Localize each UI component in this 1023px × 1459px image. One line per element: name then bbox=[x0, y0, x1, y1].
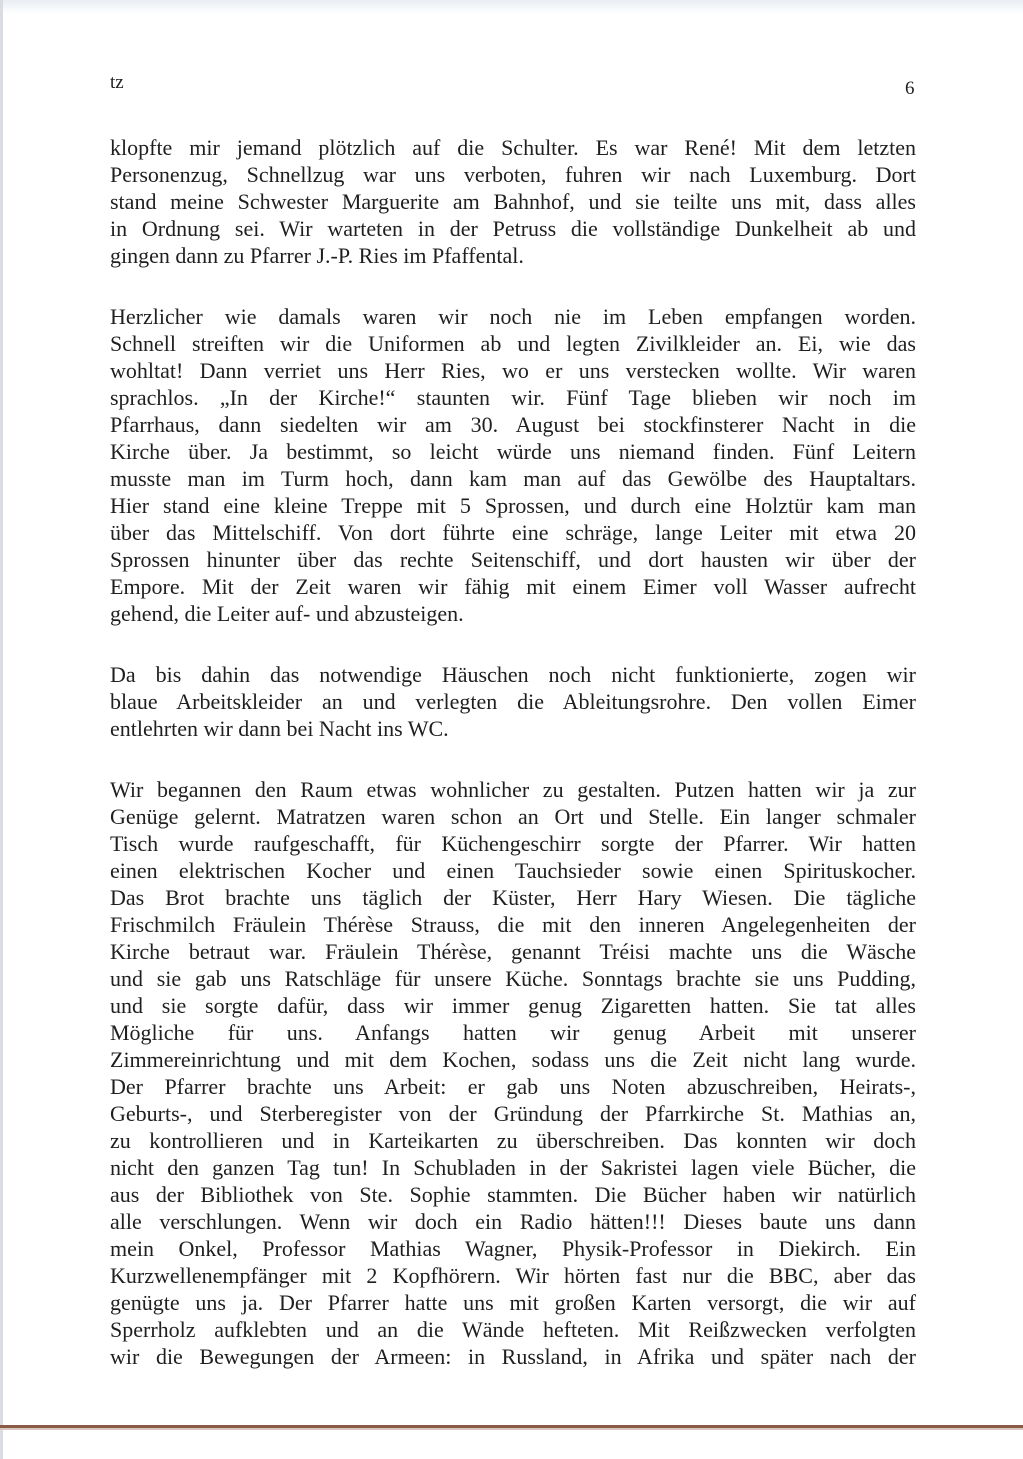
text-line-with-quote: sprachlos. „In der Kirche!“ staunten wir. Fünf Tage blieben wir noch im bbox=[110, 385, 916, 410]
text-line: Der Pfarrer brachte uns Arbeit: er gab uns Noten abzuschreiben, Heirats-, bbox=[110, 1074, 916, 1099]
text-line: über das Mittelschiff. Von dort führte eine schräge, lange Leiter mit etwa 20 bbox=[110, 520, 916, 545]
text-line: Das Brot brachte uns täglich der Küster, Herr Hary Wiesen. Die tägliche bbox=[110, 885, 916, 910]
text-line: Frischmilch Fräulein Thérèse Strauss, die mit den inneren Angelegenheiten der bbox=[110, 912, 916, 937]
text-line: zu kontrollieren und in Karteikarten zu überschreiben. Das konnten wir doch bbox=[110, 1128, 916, 1153]
header-initials: tz bbox=[110, 72, 124, 93]
text-line: gingen dann zu Pfarrer J.-P. Ries im Pfaffental. bbox=[110, 243, 524, 268]
text-line: entlehrten wir dann bei Nacht ins WC. bbox=[110, 716, 449, 741]
text-line: klopfte mir jemand plötzlich auf die Schulter. Es war René! Mit dem letzten bbox=[110, 135, 916, 160]
text-line: Zimmereinrichtung und mit dem Kochen, sodass uns die Zeit nicht lang wurde. bbox=[110, 1047, 916, 1072]
text-line: Kirche über. Ja bestimmt, so leicht würde uns niemand finden. Fünf Leitern bbox=[110, 439, 916, 464]
text-line: Hier stand eine kleine Treppe mit 5 Sprossen, und durch eine Holztür kam man bbox=[110, 493, 916, 518]
text-line: einen elektrischen Kocher und einen Tauchsieder sowie einen Spirituskocher. bbox=[110, 858, 916, 883]
text-line: und sie sorgte dafür, dass wir immer genug Zigaretten hatten. Sie tat alles bbox=[110, 993, 916, 1018]
text-line: Genüge gelernt. Matratzen waren schon an Ort und Stelle. Ein langer schmaler bbox=[110, 804, 916, 829]
text-line: Kirche betraut war. Fräulein Thérèse, genannt Tréisi machte uns die Wäsche bbox=[110, 939, 916, 964]
text-line: in Ordnung sei. Wir warteten in der Petruss die vollständige Dunkelheit ab und bbox=[110, 216, 916, 241]
text-line: Tisch wurde raufgeschafft, für Küchengeschirr sorgte der Pfarrer. Wir hatten bbox=[110, 831, 916, 856]
scan-left-edge bbox=[0, 0, 3, 1459]
text-line: wohltat! Dann verriet uns Herr Ries, wo er uns verstecken wollte. Wir waren bbox=[110, 358, 916, 383]
text-line: Geburts-, und Sterberegister von der Gründung der Pfarrkirche St. Mathias an, bbox=[110, 1101, 916, 1126]
text-line: mein Onkel, Professor Mathias Wagner, Physik-Professor in Diekirch. Ein bbox=[110, 1236, 916, 1261]
paragraph-1 bbox=[110, 134, 916, 269]
text-line: Schnell streiften wir die Uniformen ab und legten Zivilkleider an. Ei, wie das bbox=[110, 331, 916, 356]
text-line: nicht den ganzen Tag tun! In Schubladen in der Sakristei lagen viele Bücher, die bbox=[110, 1155, 916, 1180]
text-line: Empore. Mit der Zeit waren wir fähig mit einem Eimer voll Wasser aufrecht bbox=[110, 574, 916, 599]
text-line: stand meine Schwester Marguerite am Bahnhof, und sie teilte uns mit, dass alles bbox=[110, 189, 916, 214]
text-line: blaue Arbeitskleider an und verlegten die Ableitungsrohre. Den vollen Eimer bbox=[110, 689, 916, 714]
text-line: Mögliche für uns. Anfangs hatten wir genug Arbeit mit unserer bbox=[110, 1020, 916, 1045]
text-line: Da bis dahin das notwendige Häuschen noch nicht funktionierte, zogen wir bbox=[110, 662, 916, 687]
text-line: alle verschlungen. Wenn wir doch ein Radio hätten!!! Dieses baute uns dann bbox=[110, 1209, 916, 1234]
paragraph-4 bbox=[110, 776, 916, 1370]
page-bottom-rule-shadow bbox=[0, 1428, 1023, 1430]
text-line: gehend, die Leiter auf- und abzusteigen. bbox=[110, 601, 464, 626]
text-line: musste man im Turm hoch, dann kam man auf das Gewölbe des Hauptaltars. bbox=[110, 466, 916, 491]
text-line: Pfarrhaus, dann siedelten wir am 30. August bei stockfinsterer Nacht in die bbox=[110, 412, 916, 437]
paragraph-2 bbox=[110, 303, 916, 627]
text-line: Kurzwellenempfänger mit 2 Kopfhörern. Wir hörten fast nur die BBC, aber das bbox=[110, 1263, 916, 1288]
text-line: genügte uns ja. Der Pfarrer hatte uns mit großen Karten versorgt, die wir auf bbox=[110, 1290, 916, 1315]
page-number: 6 bbox=[905, 78, 915, 99]
document-body bbox=[110, 134, 916, 1404]
text-line: wir die Bewegungen der Armeen: in Russland, in Afrika und später nach der bbox=[110, 1344, 916, 1369]
text-line: Personenzug, Schnellzug war uns verboten, fuhren wir nach Luxemburg. Dort bbox=[110, 162, 916, 187]
text-line: und sie gab uns Ratschläge für unsere Küche. Sonntags brachte sie uns Pudding, bbox=[110, 966, 916, 991]
text-line: Wir begannen den Raum etwas wohnlicher zu gestalten. Putzen hatten wir ja zur bbox=[110, 777, 916, 802]
paragraph-3 bbox=[110, 661, 916, 742]
text-line: Herzlicher wie damals waren wir noch nie im Leben empfangen worden. bbox=[110, 304, 916, 329]
text-line: aus der Bibliothek von Ste. Sophie stammten. Die Bücher haben wir natürlich bbox=[110, 1182, 916, 1207]
scan-top-edge bbox=[0, 0, 1023, 14]
text-line: Sprossen hinunter über das rechte Seitenschiff, und dort hausten wir über der bbox=[110, 547, 916, 572]
text-line: Sperrholz aufklebten und an die Wände hefteten. Mit Reißzwecken verfolgten bbox=[110, 1317, 916, 1342]
